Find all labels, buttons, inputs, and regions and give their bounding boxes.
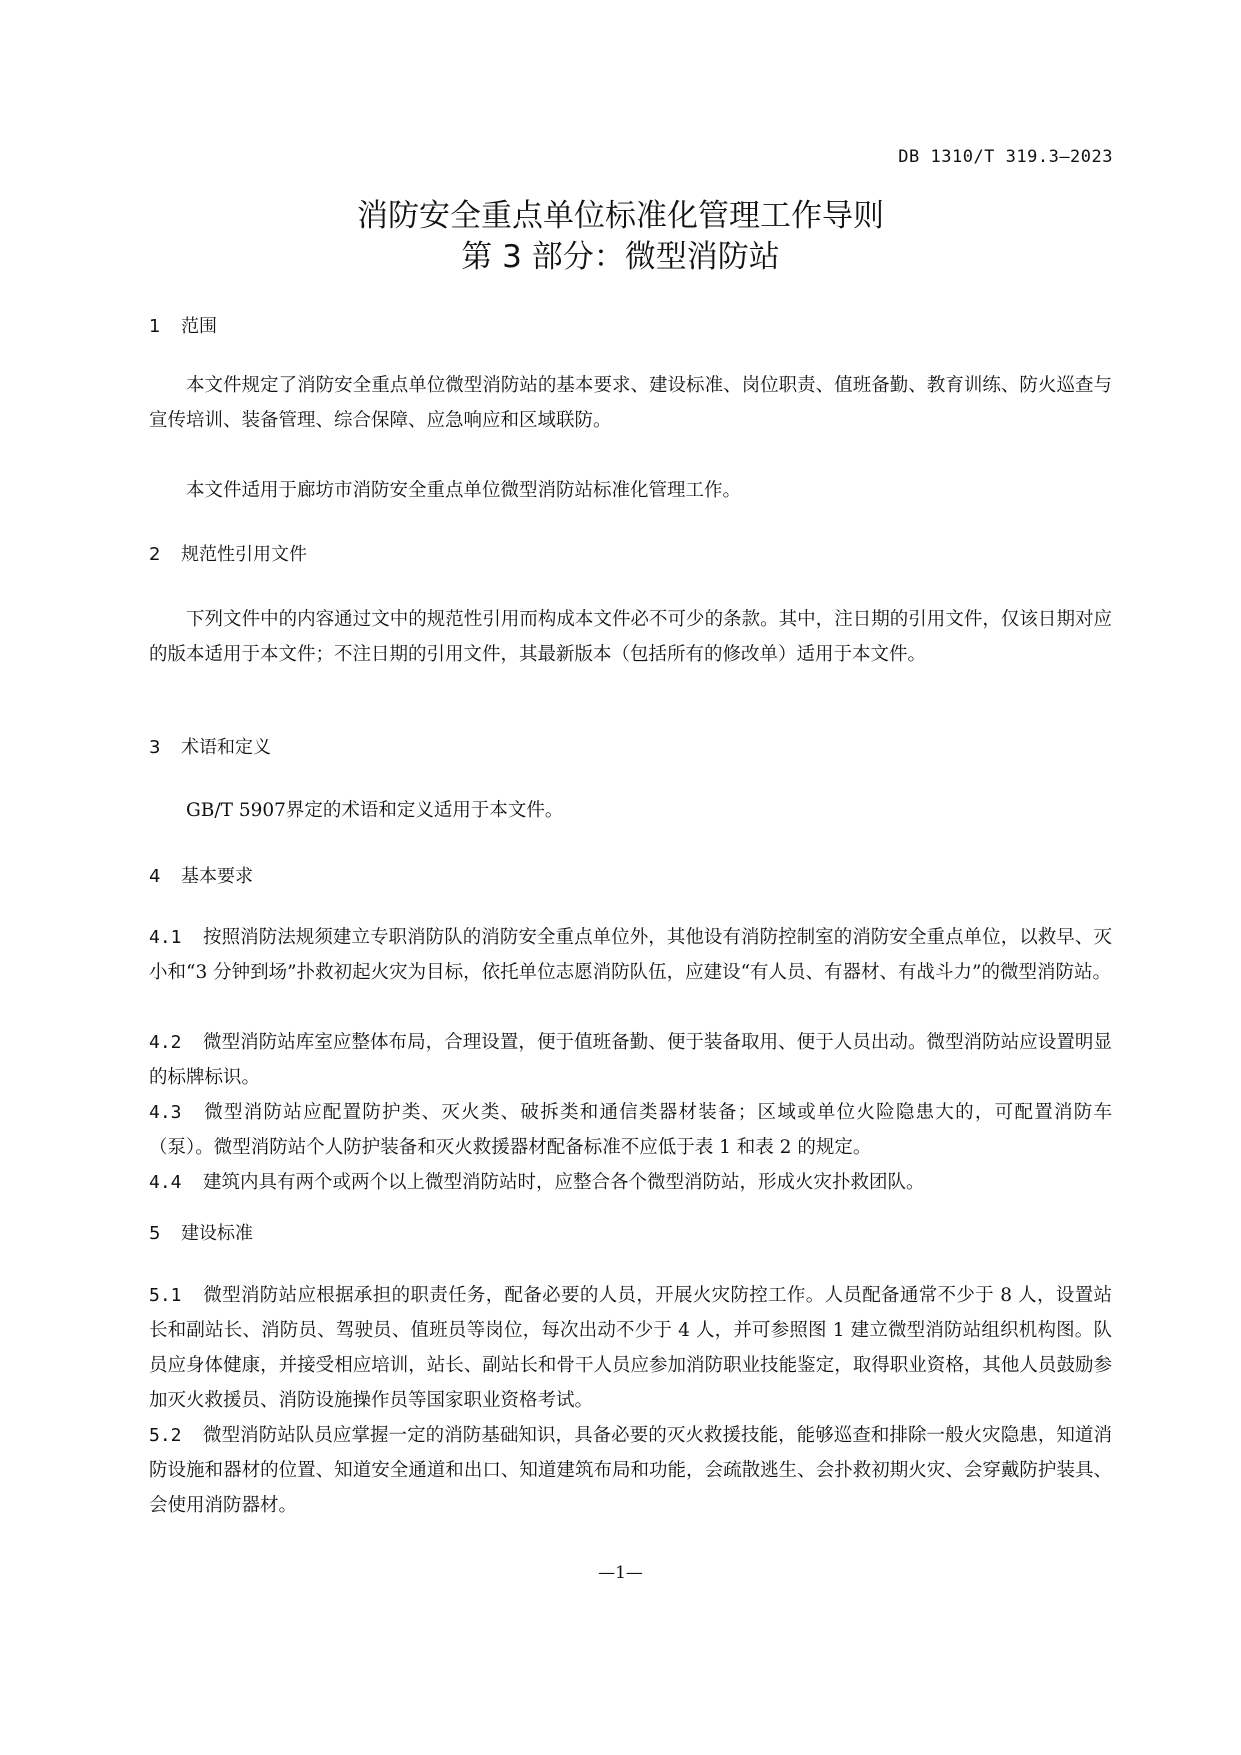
document-title: 消防安全重点单位标准化管理工作导则 [357,198,884,234]
section-title: 建设标准 [181,1223,253,1244]
clause-text: 微型消防站应配置防护类、灭火类、破拆类和通信类器材装备；区域或单位火险隐患大的，可配置消防车（泵）。微型消防站个人防护装备和灭火救援器材配备标准不应低于表 1 和表 2 的规定。 [149,1102,1112,1158]
document-subtitle: 第 3 部分：微型消防站 [461,239,780,275]
clause-5-1 [149,1278,1112,1418]
clause-number: 4.2 [149,1032,182,1053]
section-title: 规范性引用文件 [181,544,307,565]
clause-4-3 [149,1095,1112,1165]
clause-4-1 [149,920,1112,990]
clause-number: 5.1 [149,1285,182,1306]
clause-number: 4.3 [149,1102,182,1123]
document-code: DB 1310/T 319.3—2023 [898,147,1113,167]
scope-paragraph-2: 本文件适用于廊坊市消防安全重点单位微型消防站标准化管理工作。 [186,480,742,501]
clause-5-2 [149,1418,1112,1523]
section-number: 1 [149,316,161,337]
section-heading-4 [149,865,253,889]
clause-text: 建筑内具有两个或两个以上微型消防站时，应整合各个微型消防站，形成火灾扑救团队。 [203,1172,925,1193]
scope-paragraph-1: 本文件规定了消防安全重点单位微型消防站的基本要求、建设标准、岗位职责、值班备勤、教育训练、防火巡查与宣传培训、装备管理、综合保障、应急响应和区域联防。 [149,375,1112,431]
references-paragraph: 下列文件中的内容通过文中的规范性引用而构成本文件必不可少的条款。其中，注日期的引用文件，仅该日期对应的版本适用于本文件；不注日期的引用文件，其最新版本（包括所有的修改单）适用于本文件。 [149,609,1112,665]
section-number: 3 [149,737,161,758]
clause-4-4 [149,1165,1112,1200]
clause-text: 微型消防站队员应掌握一定的消防基础知识，具备必要的灭火救援技能，能够巡查和排除一般火灾隐患，知道消防设施和器材的位置、知道安全通道和出口、知道建筑布局和功能，会疏散逃生、会扑救初期火灾、会穿戴防护装具、会使用消防器材。 [149,1425,1112,1516]
clause-number: 5.2 [149,1425,182,1446]
clause-number: 4.1 [149,927,182,948]
page-number: —1— [598,1563,643,1583]
section-title: 术语和定义 [181,737,271,758]
section-title: 范围 [181,316,217,337]
section-heading-5 [149,1222,253,1246]
section-number: 2 [149,544,161,565]
clause-text: 微型消防站库室应整体布局，合理设置，便于值班备勤、便于装备取用、便于人员出动。微型消防站应设置明显的标牌标识。 [149,1032,1112,1088]
section-heading-2 [149,543,307,567]
clause-text: 微型消防站应根据承担的职责任务，配备必要的人员，开展火灾防控工作。人员配备通常不少于 8 人，设置站长和副站长、消防员、驾驶员、值班员等岗位，每次出动不少于 4 人，并可参照图 1 建立微型消防站组织机构图。队员应身体健康，并接受相应培训，站长、副站长和骨干人员应参加消防职业技能鉴定，取得职业资格，其他人员鼓励参加灭火救援员、消防设施操作员等国家职业资格考试。 [149,1285,1112,1411]
section-heading-1 [149,315,217,339]
section-number: 4 [149,866,161,887]
section-number: 5 [149,1223,161,1244]
terms-paragraph: GB/T 5907界定的术语和定义适用于本文件。 [186,800,564,821]
section-title: 基本要求 [181,866,253,887]
clause-4-2 [149,1025,1112,1095]
clause-text: 按照消防法规须建立专职消防队的消防安全重点单位外，其他设有消防控制室的消防安全重点单位，以救早、灭小和“3 分钟到场”扑救初起火灾为目标，依托单位志愿消防队伍，应建设“有人员、有器材、有战斗力”的微型消防站。 [149,927,1112,983]
clause-number: 4.4 [149,1172,182,1193]
section-heading-3 [149,736,271,760]
